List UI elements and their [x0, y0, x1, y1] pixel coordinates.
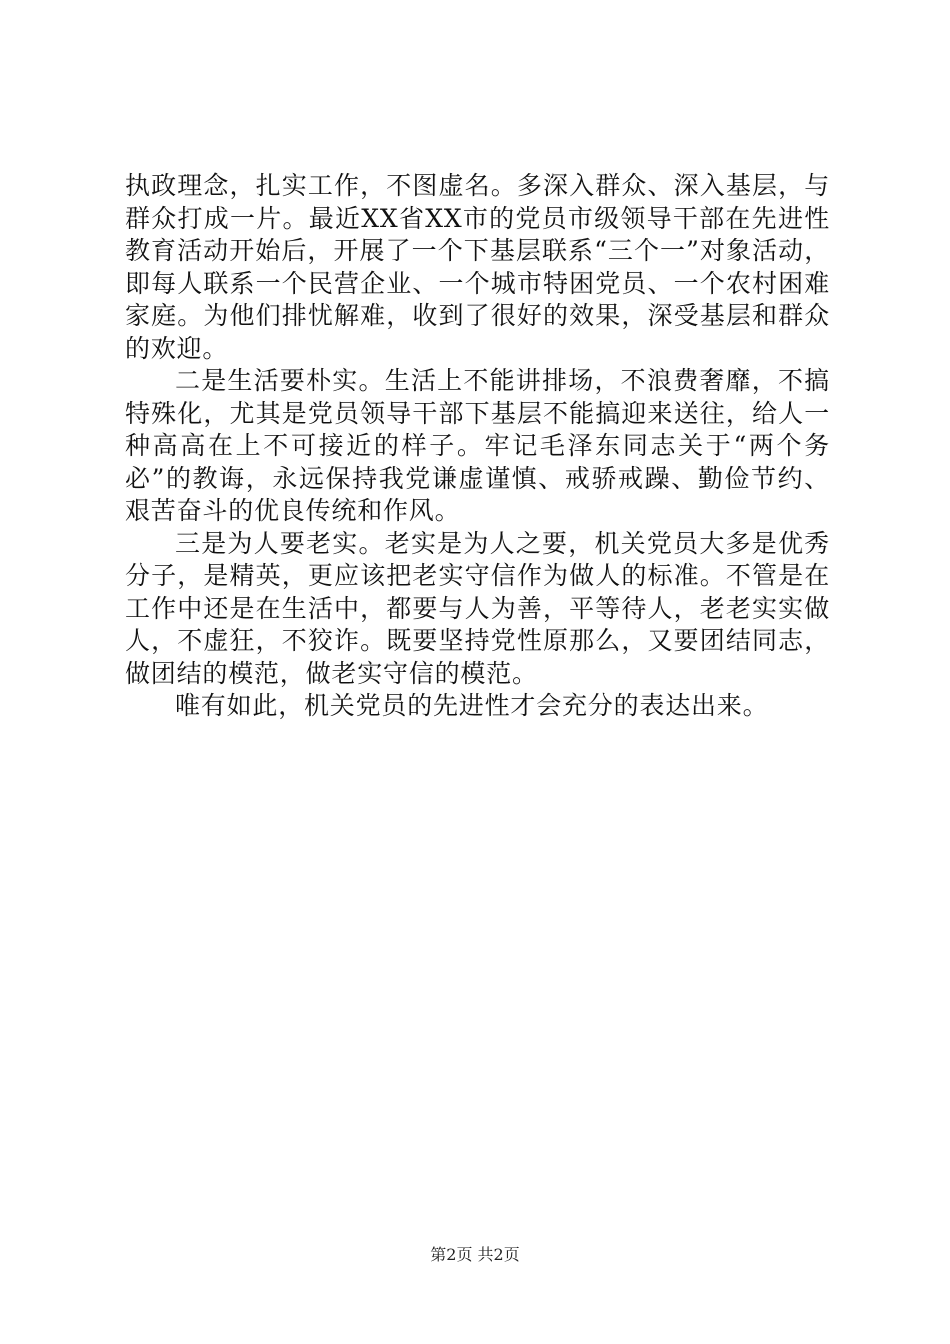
page-number-label: 第2页 共2页 [430, 1245, 520, 1264]
paragraph-conclusion: 唯有如此，机关党员的先进性才会充分的表达出来。 [175, 691, 769, 720]
paragraph-lifestyle: 二是生活要朴实。生活上不能讲排场，不浪费奢靡，不搞特殊化，尤其是党员领导干部下基层不能搞迎来送往，给人一种高高在上不可接近的样子。牢记毛泽东同志关于“两个务必”的教诲，永远保持我党谦虚谨慎、戒骄戒躁、勤俭节约、艰苦奋斗的优良传统和作风。 [125, 366, 830, 525]
paragraph-continuation: 执政理念，扎实工作，不图虚名。多深入群众、深入基层，与群众打成一片。最近XX省XX市的党员市级领导干部在先进性教育活动开始后，开展了一个下基层联系“三个一”对象活动，即每人联系一个民营企业、一个城市特困党员、一个农村困难家庭。为他们排忧解难，收到了很好的效果，深受基层和群众的欢迎。 [125, 171, 830, 363]
page-footer [0, 1245, 950, 1265]
document-body [125, 170, 830, 723]
paragraph-honesty: 三是为人要老实。老实是为人之要，机关党员大多是优秀分子，是精英，更应该把老实守信作为做人的标准。不管是在工作中还是在生活中，都要与人为善，平等待人，老老实实做人，不虚狂，不狡诈。既要坚持党性原那么，又要团结同志，做团结的模范，做老实守信的模范。 [125, 528, 830, 688]
